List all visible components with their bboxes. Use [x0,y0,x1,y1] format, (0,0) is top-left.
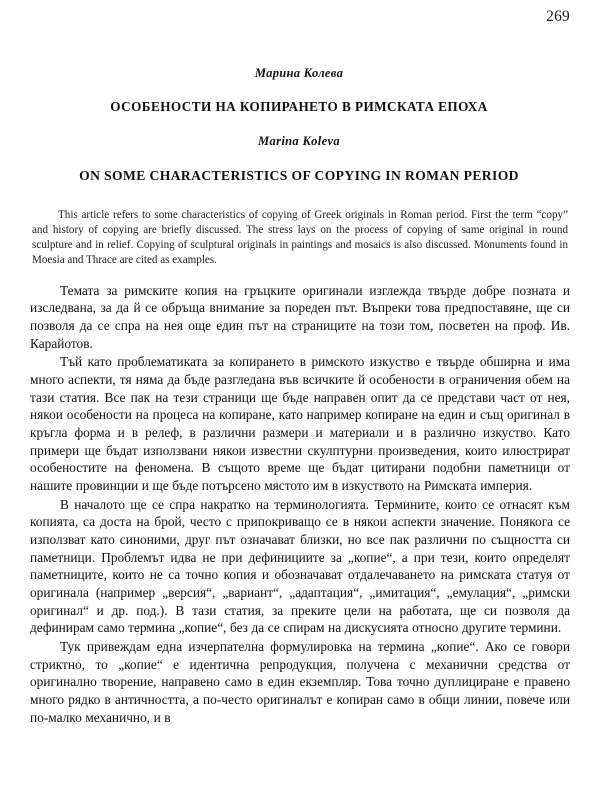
body-paragraph-2: Тъй като проблематиката за копирането в римското изкуство е твърде обширна и има много аспекти, тя няма да бъде разгледана във всичките й особености в ограничения обем на тази статия. Все пак на тези страници ще бъде направен опит да се представи част от нея, някои особености на процеса на копиране, като например копиране на един и същ оригинал в кръгла форма и в релеф, в различни размери и материали и в различно изкуство. Като примери ще бъдат използвани някои известни скулптурни произведения, които илюстрират особеностите на феномена. В същото време ще бъдат цитирани подобни паметници от нашите провинции и ще бъде потърсено мястото им в изкуството на Римската империя. [30,354,570,493]
page-number: 269 [546,8,570,25]
body-paragraph-3: В началото ще се спра накратко на терминологията. Термините, които се отнасят към копията, са доста на брой, често с припокриващо се в някои аспекти значение. Понякога се използват като синоними, друг път означават близки, но все пак различни по същността си паметници. Проблемът идва не при дефинициите за „копие“, а при тези, които определят паметниците, които не са точно копия и обозначават отдалечаването на римската статуя от оригинала (например „версия“, „вариант“, „адаптация“, „имитация“, „емулация“, „римски оригинал“ и др. под.). В тази статия, за преките цели на работата, ще си позволя да дефинирам само термина „копие“, без да се спирам на дискусията относно другите термини. [30,496,570,636]
author-name-cyrillic: Марина Колева [254,66,344,80]
body-paragraph-1: Темата за римските копия на гръцките оригинали изглежда твърде добре позната и изследвана, за да й се обръща внимание за пореден път. Въпреки това предпоставяне, ще си позволя да се спра на нея още един път на страниците на този том, посветен на проф. Ив. Карайотов. [30,282,570,351]
folio-row [26,8,572,30]
article-title-latin: ON SOME CHARACTERISTICS OF COPYING IN ROMAN PERIOD [79,168,519,183]
body-paragraph-4: Тук привеждам една изчерпателна формулировка на термина „копие“. Ако се говори стриктно, то „копие“ е идентична репродукция, получена с механични средства от оригинално творение, направено само в един екземпляр. Това точно дуплициране е правено много рядко в античността, а по-често оригиналът е копиран само в общи линии, повече или по-малко механично, и в [30,639,570,725]
article-title-cyrillic: ОСОБЕНОСТИ НА КОПИРАНЕТО В РИМСКАТА ЕПОХА [110,99,488,114]
author-name-latin: Marina Koleva [258,134,340,148]
abstract-paragraph: This article refers to some characteristics of copying of Greek originals in Roman period. First the term “copy” and history of copying are briefly discussed. The stress lays on the process of copying of same original in round sculpture and in relief. Copying of sculptural originals in paintings and mosaics is also discussed. Monuments found in Moesia and Thrace are cited as examples. [32,209,568,267]
title-block [26,66,572,184]
